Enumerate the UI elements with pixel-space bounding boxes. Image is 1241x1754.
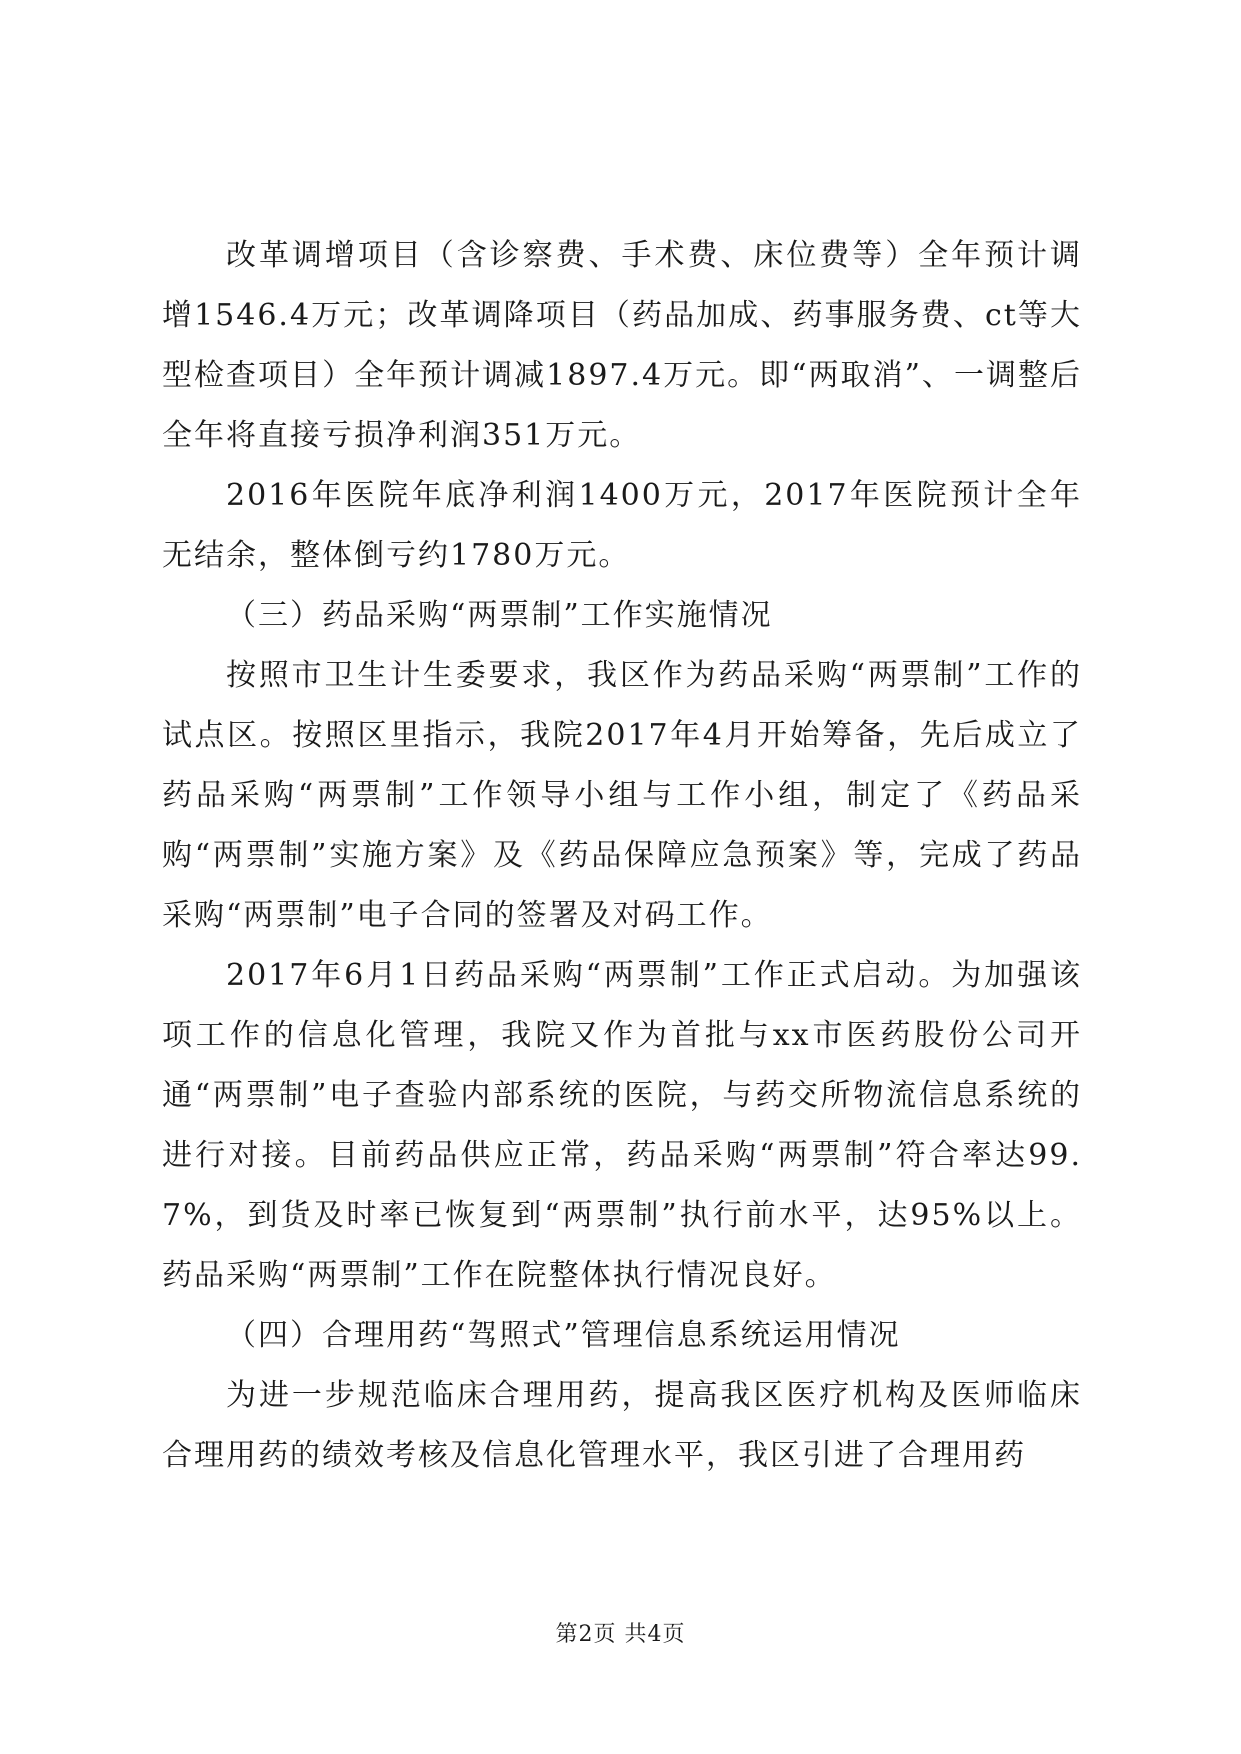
- paragraph-rational-drug-use: 为进一步规范临床合理用药，提高我区医疗机构及医师临床合理用药的绩效考核及信息化管理水平，我区引进了合理用药: [162, 1378, 1082, 1473]
- paragraph-pilot-area: 按照市卫生计生委要求，我区作为药品采购“两票制”工作的试点区。按照区里指示，我院2017年4月开始筹备，先后成立了药品采购“两票制”工作领导小组与工作小组，制定了《药品采购“两票制”实施方案》及《药品保障应急预案》等，完成了药品采购“两票制”电子合同的签署及对码工作。: [162, 658, 1082, 933]
- paragraph-net-profit: 2016年医院年底净利润1400万元，2017年医院预计全年无结余，整体倒亏约1780万元。: [162, 478, 1082, 573]
- paragraph-reform-adjustment: 改革调增项目（含诊察费、手术费、床位费等）全年预计调增1546.4万元；改革调降项目（药品加成、药事服务费、ct等大型检查项目）全年预计调减1897.4万元。即“两取消”、一调整后全年将直接亏损净利润351万元。: [162, 238, 1082, 453]
- section-heading-three: （三）药品采购“两票制”工作实施情况: [226, 598, 773, 633]
- page-number-footer: 第2页 共4页: [555, 1622, 686, 1647]
- paragraph-launch: 2017年6月1日药品采购“两票制”工作正式启动。为加强该项工作的信息化管理，我院又作为首批与xx市医药股份公司开通“两票制”电子查验内部系统的医院，与药交所物流信息系统的进行对接。目前药品供应正常，药品采购“两票制”符合率达99.7%，到货及时率已恢复到“两票制”执行前水平，达95%以上。药品采购“两票制”工作在院整体执行情况良好。: [162, 958, 1082, 1293]
- section-heading-four: （四）合理用药“驾照式”管理信息系统运用情况: [226, 1318, 901, 1353]
- document-body: [162, 226, 1082, 1486]
